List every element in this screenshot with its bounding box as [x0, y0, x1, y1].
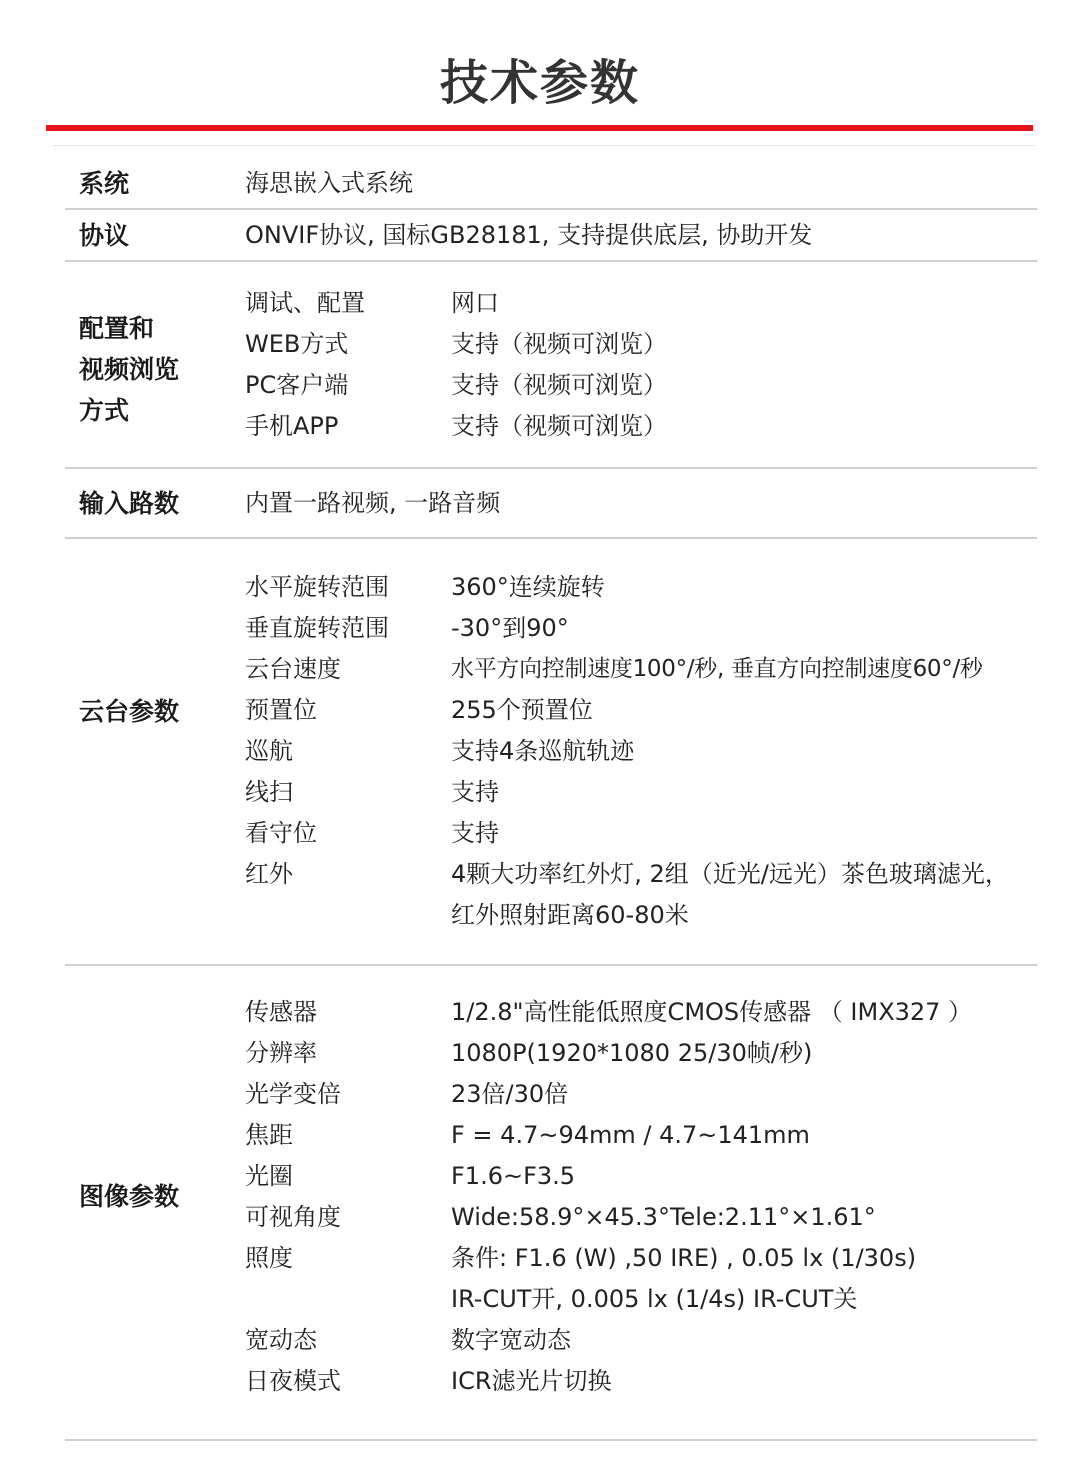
- image-value: Wide:58.9°×45.3°Tele:2.11°×1.61°: [451, 1203, 876, 1231]
- ptz-value: 支持: [451, 819, 499, 847]
- protocol-value: ONVIF协议, 国标GB28181, 支持提供底层, 协助开发: [245, 221, 813, 249]
- ptz-key: 预置位: [245, 696, 317, 724]
- image-key: 传感器: [245, 998, 317, 1026]
- config-value: 支持（视频可浏览）: [451, 412, 667, 440]
- image-key: 宽动态: [245, 1326, 317, 1354]
- image-key: 焦距: [245, 1121, 293, 1149]
- page-title: 技术参数: [439, 55, 640, 111]
- image-key: 光圈: [245, 1162, 293, 1190]
- image-value: 23倍/30倍: [451, 1080, 569, 1108]
- ptz-value: 4颗大功率红外灯, 2组（近光/远光）茶色玻璃滤光，: [451, 860, 1009, 888]
- input-label: 输入路数: [79, 489, 180, 518]
- system-label: 系统: [79, 169, 130, 198]
- config-label-line-1: 配置和: [79, 314, 155, 343]
- image-label: 图像参数: [79, 1182, 180, 1211]
- config-key: WEB方式: [245, 330, 349, 358]
- image-value: ICR滤光片切换: [451, 1367, 612, 1395]
- image-value: F = 4.7~94mm / 4.7~141mm: [451, 1121, 810, 1149]
- ptz-value: 支持: [451, 778, 499, 806]
- ptz-key: 红外: [245, 860, 293, 888]
- ptz-label: 云台参数: [79, 697, 180, 726]
- config-label-line-2: 视频浏览: [79, 355, 180, 384]
- top-divider: [52, 145, 1035, 146]
- protocol-row: [65, 210, 1037, 262]
- config-value: 网口: [451, 289, 499, 317]
- image-key: 照度: [245, 1244, 293, 1272]
- ptz-value: -30°到90°: [451, 614, 569, 642]
- ptz-value: 红外照射距离60-80米: [451, 901, 689, 929]
- image-section: [65, 966, 1037, 1441]
- image-value: 1/2.8"高性能低照度CMOS传感器 （ IMX327 ）: [451, 998, 973, 1026]
- image-key: 可视角度: [245, 1203, 341, 1231]
- image-value: 数字宽动态: [451, 1326, 571, 1354]
- protocol-label: 协议: [79, 221, 130, 250]
- row-divider: [65, 1439, 1037, 1441]
- image-key: 日夜模式: [245, 1367, 341, 1395]
- config-key: PC客户端: [245, 371, 349, 399]
- ptz-key: 线扫: [245, 778, 293, 806]
- ptz-value: 支持4条巡航轨迹: [451, 737, 635, 765]
- system-row: [65, 158, 1037, 210]
- config-key: 手机APP: [245, 412, 339, 440]
- config-key: 调试、配置: [245, 289, 365, 317]
- ptz-section: [65, 539, 1037, 966]
- image-value: 1080P(1920*1080 25/30帧/秒): [451, 1039, 813, 1067]
- input-row: [65, 469, 1037, 539]
- ptz-value: 255个预置位: [451, 696, 593, 724]
- image-key: 分辨率: [245, 1039, 317, 1067]
- ptz-key: 巡航: [245, 737, 293, 765]
- ptz-key: 垂直旋转范围: [245, 614, 389, 642]
- ptz-key: 云台速度: [245, 655, 341, 683]
- title-accent-bar: [46, 125, 1033, 131]
- ptz-key: 水平旋转范围: [245, 573, 389, 601]
- ptz-value: 水平方向控制速度100°/秒, 垂直方向控制速度60°/秒: [451, 656, 983, 682]
- config-value: 支持（视频可浏览）: [451, 371, 667, 399]
- image-value: F1.6~F3.5: [451, 1162, 576, 1190]
- image-key: 光学变倍: [245, 1080, 341, 1108]
- input-value: 内置一路视频, 一路音频: [245, 489, 501, 517]
- image-value: IR-CUT开, 0.005 lx (1/4s) IR-CUT关: [451, 1285, 858, 1313]
- image-value: 条件: F1.6 (W) ,50 IRE) , 0.05 lx (1/30s): [451, 1244, 917, 1272]
- config-label-line-3: 方式: [79, 396, 130, 425]
- config-value: 支持（视频可浏览）: [451, 330, 667, 358]
- ptz-value: 360°连续旋转: [451, 573, 605, 601]
- system-value: 海思嵌入式系统: [245, 169, 413, 197]
- ptz-key: 看守位: [245, 819, 317, 847]
- config-section: [65, 262, 1037, 469]
